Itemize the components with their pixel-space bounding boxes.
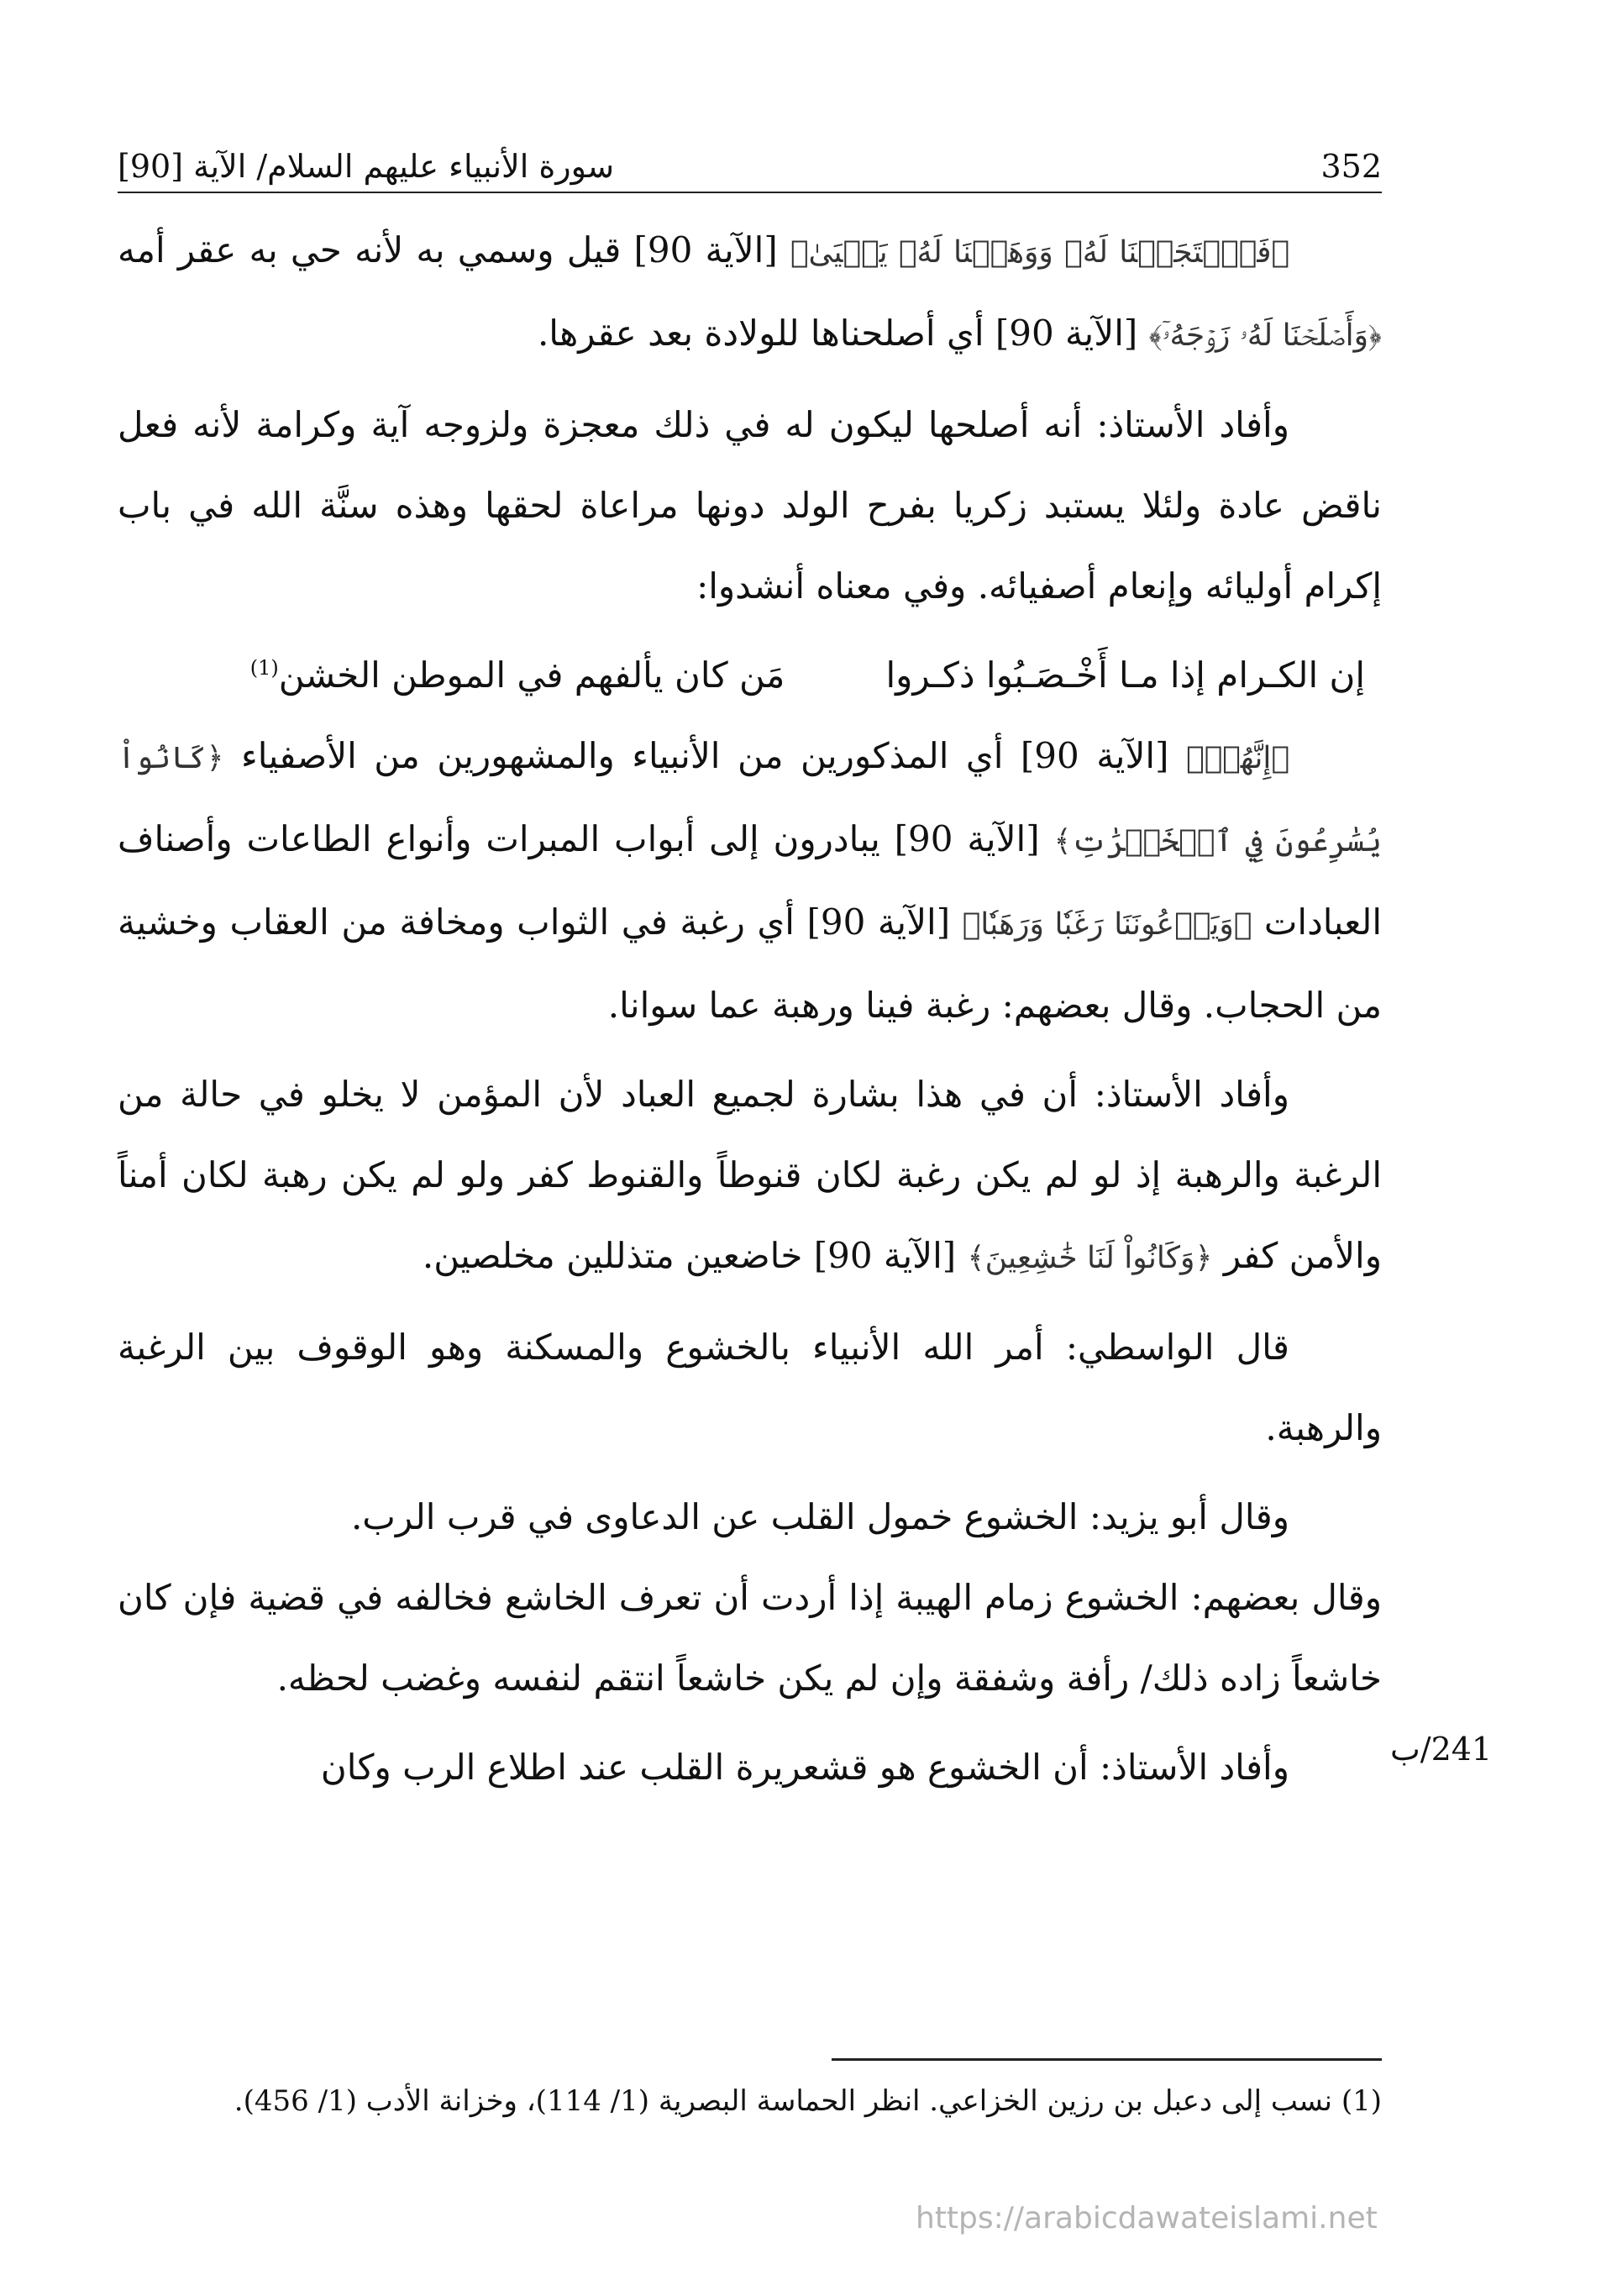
running-title: سورة الأنبياء عليهم السلام/ الآية [90]	[118, 148, 615, 185]
paragraph-text: [الآية 90] أي أصلحناها للولادة بعد عقرها.	[537, 313, 1149, 354]
quran-quote: ﴿فَٱسۡتَجَبۡنَا لَهُۥ وَوَهَبۡنَا لَهُۥ يَحۡيَىٰ﴾	[790, 235, 1290, 270]
paragraph: قال الواسطي: أمر الله الأنبياء بالخشوع والمسكنة وهو الوقوف بين الرغبة والرهبة.	[118, 1327, 1382, 1448]
quran-quote: ﴿وَكَانُواْ لَنَا خَٰشِعِينَ﴾	[967, 1241, 1213, 1275]
paragraph: وقال بعضهم: الخشوع زمام الهيبة إذا أردت أن تعرف الخاشع فخالفه في قضية فإن كان خاشعاً زاده ذلك/ رأفة وشفقة وإن لم يكن خاشعاً انتقم لنفسه وغضب لحظه.	[118, 1577, 1382, 1699]
paragraph: وقال أبو يزيد: الخشوع خمول القلب عن الدعاوى في قرب الرب.	[350, 1496, 1289, 1537]
verse-hemistich-2: مَن كان يألفهم في الموطن الخشن$^{(1)}$	[249, 654, 785, 696]
page-number: 352	[1320, 148, 1382, 185]
quran-quote: ﴿إِنَّهُمۡ﴾	[1185, 741, 1289, 775]
poetry-verse	[118, 635, 1382, 716]
quran-quote: ﴿كَانُواْ يُسَٰرِعُونَ فِي ٱلۡخَيۡرَٰتِ﴾	[118, 741, 1382, 859]
paragraph: وأفاد الأستاذ: أن الخشوع هو قشعريرة القلب عند اطلاع الرب وكان	[320, 1747, 1289, 1788]
footnote-ref: (1)	[249, 656, 279, 680]
paragraph-text: [الآية 90] قيل وسمي به لأنه حي به عقر أمه	[118, 229, 790, 271]
paragraph	[118, 210, 1382, 376]
quran-quote: ﴿وَيَدۡعُونَنَا رَغَبٗا وَرَهَبٗا﴾	[962, 907, 1252, 942]
paragraph: وأفاد الأستاذ: أن في هذا بشارة لجميع العباد لأن المؤمن لا يخلو في حالة من الرغبة والرهبة إذ لو لم يكن رغبة لكان قنوطاً والقنوط كفر ولو لم يكن رهبة لكان أمناً والأمن كفر ﴿وَكَانُواْ لَنَا خَٰشِعِينَ﴾ [الآية 90] خاضعين متذللين مخلصين.	[118, 1074, 1382, 1276]
watermark-url: https://arabicdawateislami.net	[916, 2201, 1378, 2236]
footnote-rule	[832, 2058, 1382, 2061]
verse-hemistich-1: إن الكـرام إذا مـا أَخْـصَـبُوا ذكـروا	[885, 654, 1365, 696]
paragraph: ﴿إِنَّهُمۡ﴾ [الآية 90] أي المذكورين من الأنبياء والمشهورين من الأصفياء ﴿كَانُواْ يُسَٰرِعُونَ فِي ٱلۡخَيۡرَٰتِ﴾ [الآية 90] يبادرون إلى أبواب المبرات وأنواع الطاعات وأصناف العبادات ﴿وَيَدۡعُونَنَا رَغَبٗا وَرَهَبٗا﴾ [الآية 90] أي رغبة في الثواب ومخافة من العقاب وخشية من الحجاب. وقال بعضهم: رغبة فينا ورهبة عما سوانا.	[118, 735, 1383, 1026]
paragraph: وأفاد الأستاذ: أنه أصلحها ليكون له في ذلك معجزة ولزوجه آية وكرامة لأنه فعل ناقض عادة ولئلا يستبد زكريا بفرح الولد دونها مراعاة لحقها وهذه سنَّة الله في باب إكرام أوليائه وإنعام أصفيائه. وفي معناه أنشدوا:	[118, 404, 1382, 607]
running-header	[118, 126, 1382, 185]
main-text	[118, 210, 1382, 1816]
header-rule	[118, 192, 1382, 193]
quran-quote: ﴿وَأَصۡلَحۡنَا لَهُۥ زَوۡجَهُۥٓ﴾	[1148, 318, 1382, 353]
footnote: (1) نسب إلى دعبل بن رزين الخزاعي. انظر الحماسة البصرية (1/ 114)، وخزانة الأدب (1/ 456).	[234, 2084, 1382, 2118]
manuscript-folio-marker: 241/ب	[1390, 1731, 1493, 1768]
